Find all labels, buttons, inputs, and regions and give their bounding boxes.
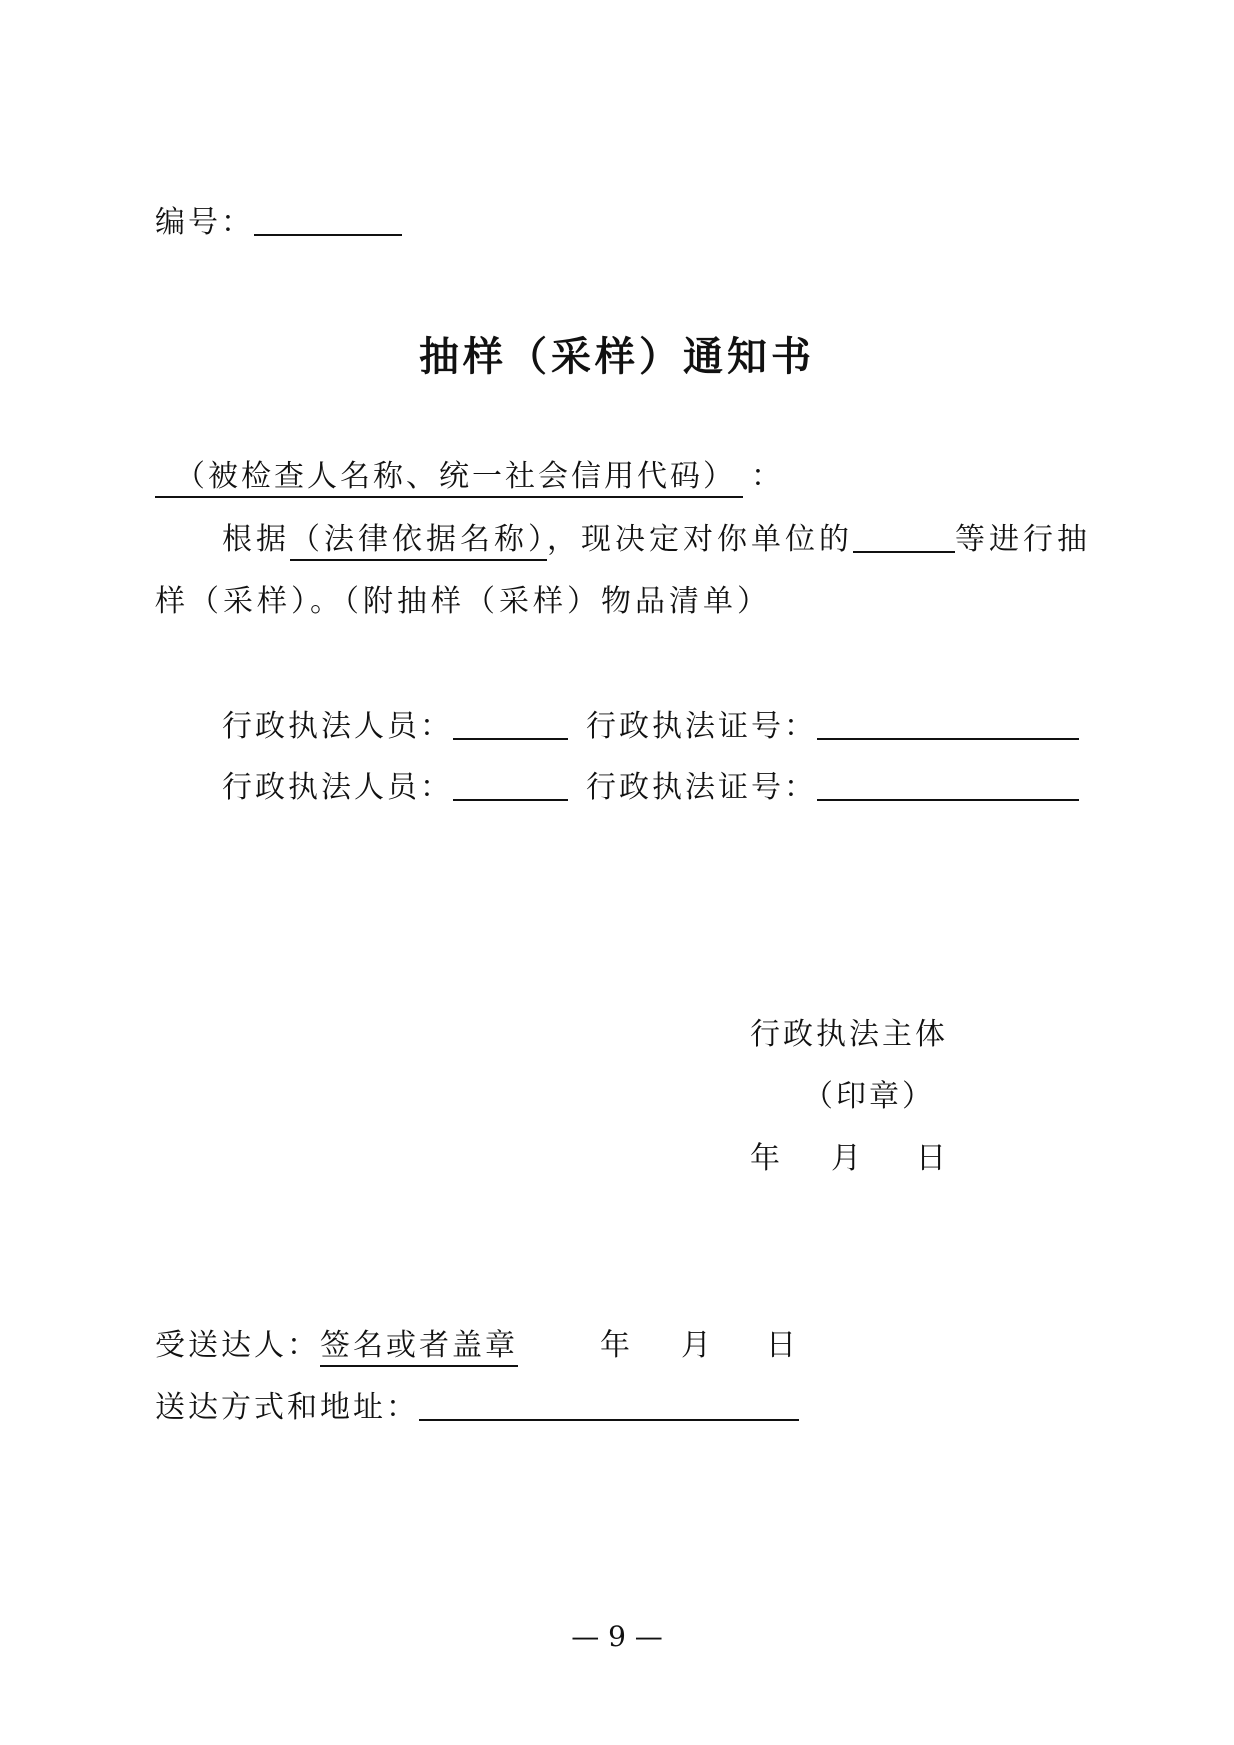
items-blank[interactable] xyxy=(853,521,955,553)
officer-row-1 xyxy=(222,707,1079,747)
recipient-year: 年 xyxy=(600,1328,633,1363)
issuer-year: 年 xyxy=(750,1141,783,1176)
addressee-row xyxy=(155,457,784,497)
recipient-signature-field[interactable]: 签名或者盖章 xyxy=(320,1328,518,1367)
addressee-field[interactable]: （被检查人名称、统一社会信用代码） xyxy=(155,459,743,498)
cert-number-blank-2[interactable] xyxy=(817,769,1079,801)
officer-name-blank-2[interactable] xyxy=(453,769,568,801)
officer-label-2: 行政执法人员： xyxy=(222,770,453,805)
cert-label-1: 行政执法证号： xyxy=(586,709,817,744)
body-prefix: 根据 xyxy=(222,522,290,557)
number-blank[interactable] xyxy=(254,204,402,236)
recipient-month: 月 xyxy=(681,1328,714,1363)
issuer-date xyxy=(750,1139,949,1179)
number-label: 编号： xyxy=(155,205,254,240)
officer-label-1: 行政执法人员： xyxy=(222,709,453,744)
body-suffix: 等进行抽 xyxy=(955,522,1091,557)
delivery-label: 送达方式和地址： xyxy=(155,1390,419,1425)
recipient-day: 日 xyxy=(766,1328,799,1363)
issuer-day: 日 xyxy=(916,1141,949,1176)
document-title: 抽样（采样）通知书 xyxy=(419,334,815,380)
number-row xyxy=(155,203,402,243)
officer-row-2 xyxy=(222,768,1079,808)
cert-number-blank-1[interactable] xyxy=(817,708,1079,740)
officer-name-blank-1[interactable] xyxy=(453,708,568,740)
page-number: — 9 — xyxy=(571,1620,663,1653)
body-line-2: 样（采样）。（附抽样（采样）物品清单） xyxy=(155,584,771,619)
delivery-address-blank[interactable] xyxy=(419,1389,799,1421)
legal-basis-field[interactable]: （法律依据名称） xyxy=(290,522,547,561)
body-mid: ，现决定对你单位的 xyxy=(547,522,853,557)
recipient-label: 受送达人： xyxy=(155,1328,320,1363)
cert-label-2: 行政执法证号： xyxy=(586,770,817,805)
recipient-row xyxy=(155,1326,799,1366)
body-line-1 xyxy=(222,520,1091,560)
issuer-month: 月 xyxy=(831,1141,864,1176)
addressee-colon: ： xyxy=(751,459,784,494)
issuer-entity: 行政执法主体 xyxy=(750,1017,948,1052)
delivery-row xyxy=(155,1388,799,1428)
issuer-seal: （印章） xyxy=(803,1079,935,1114)
